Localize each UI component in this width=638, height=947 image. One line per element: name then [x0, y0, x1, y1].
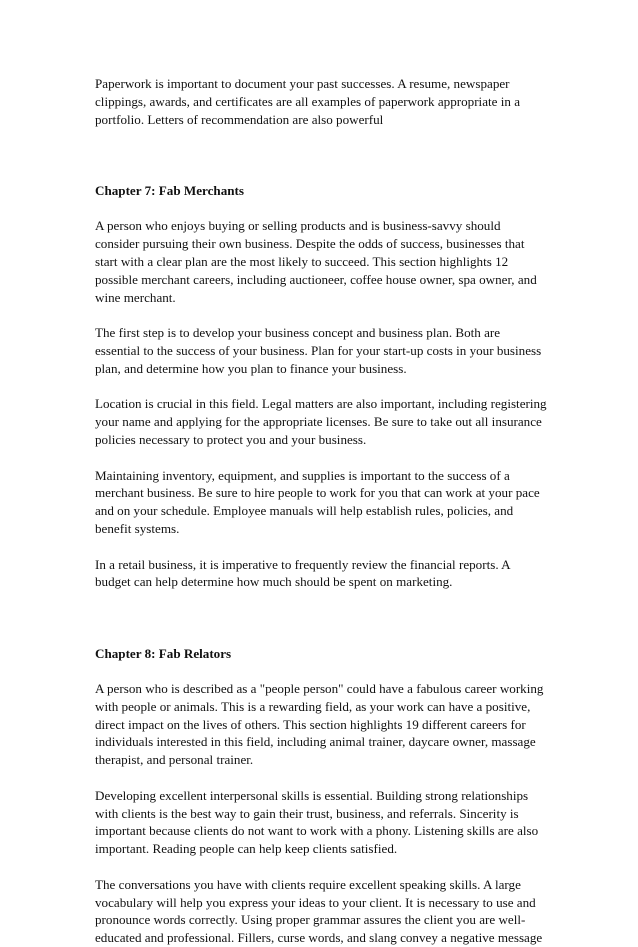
text-line: plan, and determine how you plan to finance your business. [95, 360, 407, 376]
text-line: Maintaining inventory, equipment, and supplies is important to the success of a [95, 467, 510, 483]
text-line: important. Reading people can help keep clients satisfied. [95, 841, 398, 857]
text-line: important because clients do not want to work with a phony. Listening skills are also [95, 823, 539, 839]
text-line: wine merchant. [95, 289, 176, 305]
text-line: start with a clear plan are the most likely to succeed. This section highlights 12 [95, 253, 509, 269]
document-body [95, 75, 555, 947]
text-line: A person who is described as a "people person" could have a fabulous career working [95, 681, 544, 697]
text-line: vocabulary will help you express your ideas to your client. It is necessary to use and [95, 894, 536, 910]
text-line: The conversations you have with clients require excellent speaking skills. A large [95, 876, 521, 892]
chapter-7-heading: Chapter 7: Fab Merchants [95, 182, 244, 198]
text-line: educated and professional. Fillers, curse words, and slang convey a negative message [95, 930, 543, 946]
text-line: Location is crucial in this field. Legal matters are also important, including registering [95, 396, 547, 412]
text-line: benefit systems. [95, 520, 180, 536]
spacer [95, 627, 555, 645]
text-line: pronounce words correctly. Using proper grammar assures the client you are well- [95, 912, 526, 928]
text-line: therapist, and personal trainer. [95, 752, 254, 768]
text-line: with clients is the best way to gain their trust, business, and referrals. Sincerity is [95, 805, 519, 821]
text-line: Developing excellent interpersonal skills is essential. Building strong relationships [95, 787, 529, 803]
spacer [95, 858, 555, 876]
text-line: and on your schedule. Employee manuals will help establish rules, policies, and [95, 503, 514, 519]
spacer [95, 769, 555, 787]
text-line: policies necessary to protect you and your business. [95, 431, 367, 447]
text-line: consider pursuing their own business. Despite the odds of success, businesses that [95, 236, 525, 252]
spacer [95, 200, 555, 218]
spacer [95, 128, 555, 164]
text-line: with people or animals. This is a rewarding field, as your work can have a positive, [95, 698, 531, 714]
chapter-7-paragraph-4 [95, 467, 555, 538]
text-line: The first step is to develop your business concept and business plan. Both are [95, 325, 501, 341]
chapter-7-paragraph-2 [95, 324, 555, 377]
text-line: A person who enjoys buying or selling products and is business-savvy should [95, 218, 501, 234]
chapter-8-heading: Chapter 8: Fab Relators [95, 645, 232, 661]
chapter-7-paragraph-1 [95, 217, 555, 306]
text-line: In a retail business, it is imperative to frequently review the financial reports. A [95, 556, 511, 572]
spacer [95, 591, 555, 627]
text-line: clippings, awards, and certificates are all examples of paperwork appropriate in a [95, 93, 521, 109]
text-line: merchant business. Be sure to hire people to work for you that can work at your pace [95, 485, 540, 501]
intro-paragraph [95, 75, 555, 128]
spacer [95, 449, 555, 467]
chapter-7-paragraph-5 [95, 556, 555, 592]
spacer [95, 662, 555, 680]
text-line: possible merchant careers, including auctioneer, coffee house owner, spa owner, and [95, 271, 537, 287]
chapter-7-paragraph-3 [95, 395, 555, 448]
chapter-8-paragraph-3 [95, 876, 555, 947]
spacer [95, 306, 555, 324]
text-line: portfolio. Letters of recommendation are also powerful [95, 111, 384, 127]
text-line: direct impact on the lives of others. This section highlights 19 different careers for [95, 716, 526, 732]
text-line: individuals interested in this field, including animal trainer, daycare owner, massage [95, 734, 536, 750]
chapter-8-paragraph-2 [95, 787, 555, 858]
chapter-8-paragraph-1 [95, 680, 555, 769]
spacer [95, 164, 555, 182]
text-line: your name and applying for the appropriate licenses. Be sure to take out all insurance [95, 414, 542, 430]
text-line: essential to the success of your business. Plan for your start-up costs in your business [95, 342, 542, 358]
text-line: budget can help determine how much should be spent on marketing. [95, 574, 453, 590]
spacer [95, 378, 555, 396]
spacer [95, 538, 555, 556]
text-line: Paperwork is important to document your past successes. A resume, newspaper [95, 76, 510, 91]
